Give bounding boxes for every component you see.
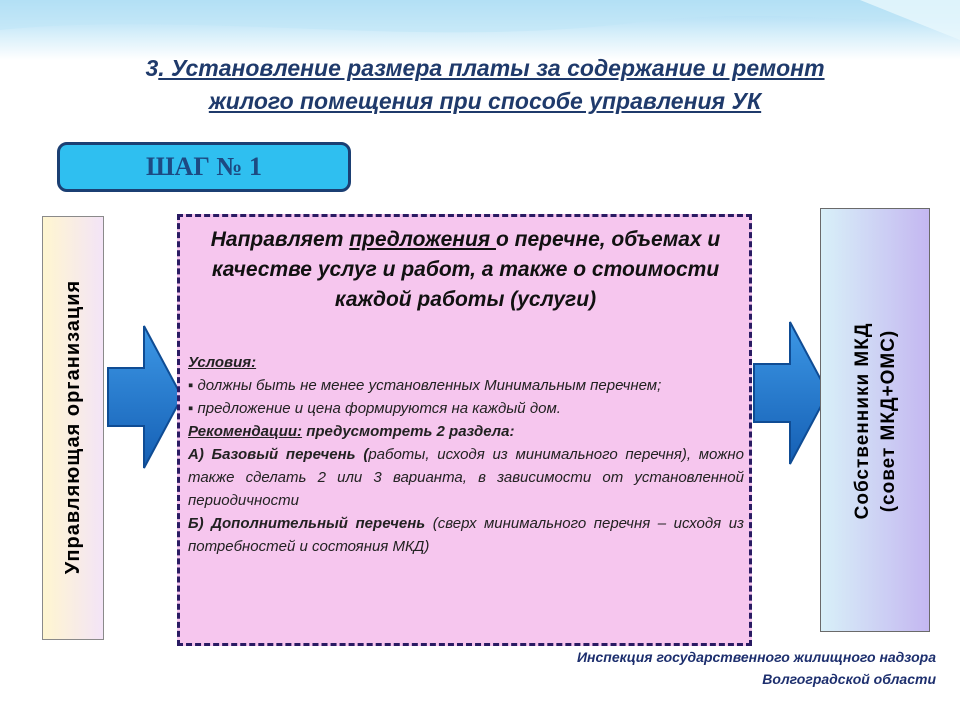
proposal-box	[177, 214, 752, 646]
step-badge: ШАГ № 1	[57, 142, 351, 192]
owners-label-line2: (совет МКД+ОМС)	[878, 329, 899, 513]
managing-organization-box	[42, 216, 104, 640]
managing-organization-label: Управляющая организация	[62, 279, 84, 575]
proposal-title-underlined: предложения	[349, 228, 496, 251]
slide-title	[40, 52, 930, 118]
recommendations-label: Рекомендации:	[188, 423, 303, 440]
footer-line1: Инспекция государственного жилищного надзора	[576, 649, 936, 665]
owners-label-line1: Собственники МКД	[852, 322, 873, 520]
title-line1: . Установление размера платы за содержание и ремонт	[158, 55, 825, 81]
proposal-title-text: Направляет	[210, 228, 350, 251]
item-b	[188, 512, 744, 558]
condition-item-1	[188, 374, 744, 397]
item-a-label: А) Базовый перечень (	[188, 446, 369, 463]
item-b-text: (сверх минимального перечня – исходя из потребностей и состояния МКД)	[188, 515, 745, 555]
proposal-body	[188, 351, 744, 558]
proposal-title	[188, 225, 743, 315]
footer-line2: Волгоградской области	[762, 671, 936, 687]
bullet-icon: ▪	[188, 400, 194, 417]
title-line2: жилого помещения при способе управления УК	[208, 88, 762, 114]
owners-box	[820, 208, 930, 632]
conditions-label: Условия:	[188, 354, 257, 371]
owners-label	[850, 209, 902, 633]
item-b-label: Б) Дополнительный перечень	[188, 515, 426, 532]
item-a	[188, 443, 744, 512]
footer-credit	[577, 646, 936, 690]
item-a-text: работы, исходя из минимального перечня), можно также сделать 2 или 3 варианта, в зависимости от установленной периодичности	[188, 446, 744, 509]
condition-text-1: должны быть не менее установленных Минимальным перечнем;	[197, 377, 662, 394]
proposal-title-rest: о перечне, объемах и качестве услуг и работ, а также о стоимости каждой работы (услуги)	[211, 228, 721, 311]
condition-item-2	[188, 397, 744, 420]
header-background	[0, 0, 960, 60]
title-number: 3	[145, 55, 159, 81]
bullet-icon: ▪	[188, 377, 194, 394]
condition-text-2: предложение и цена формируются на каждый дом.	[197, 400, 561, 417]
left-arrow-icon	[106, 322, 186, 472]
recommendations-text: предусмотреть 2 раздела:	[302, 423, 515, 440]
header-wave-decoration	[0, 0, 960, 60]
